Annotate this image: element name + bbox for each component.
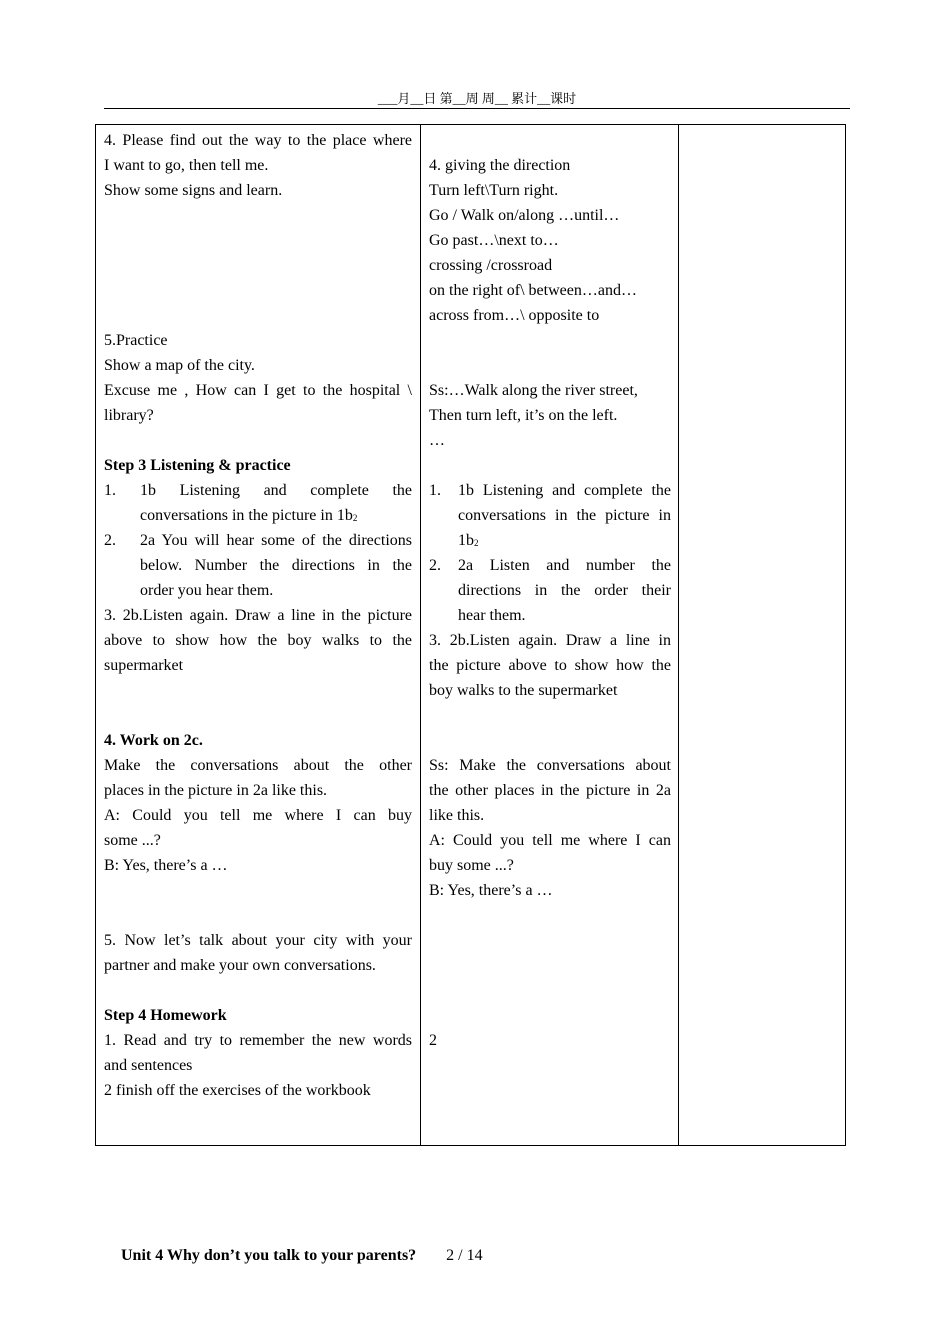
text-line: 4. giving the direction xyxy=(429,157,571,174)
text-line: on the right of\ between…and… xyxy=(429,282,637,299)
list-number: 2. xyxy=(429,557,441,574)
text-line: 2 xyxy=(429,1032,437,1049)
text-line: Show a map of the city. xyxy=(104,357,255,374)
subscript: 2 xyxy=(352,513,358,523)
step4-heading: Step 4 Homework xyxy=(104,1007,227,1024)
text-line: Go / Walk on/along …until… xyxy=(429,207,620,224)
text-line: 2a You will hear some of the directions xyxy=(140,532,412,549)
text-line: I want to go, then tell me. xyxy=(104,157,269,174)
text-line: 1b Listening and complete the xyxy=(458,482,671,499)
subscript: 2 xyxy=(474,538,479,548)
text-line: and sentences xyxy=(104,1057,193,1074)
step3-heading: Step 3 Listening & practice xyxy=(104,457,291,474)
text-line: … xyxy=(429,432,445,449)
list-item xyxy=(104,478,412,528)
text-line: library? xyxy=(104,407,154,424)
column-divider xyxy=(420,125,421,1145)
text-line: the other places in the picture in 2a xyxy=(429,782,671,799)
text-line: A: Could you tell me where I can xyxy=(429,832,671,849)
text-line: Then turn left, it’s on the left. xyxy=(429,407,618,424)
text-line: 1. Read and try to remember the new words xyxy=(104,1032,412,1049)
text-line: above to show how the boy walks to the xyxy=(104,632,412,649)
text-line: conversations in the picture in xyxy=(458,507,671,524)
list-item xyxy=(429,478,671,553)
text-line: hear them. xyxy=(458,607,526,624)
text-line: 5. Now let’s talk about your city with your xyxy=(104,932,412,949)
practice-heading: 5.Practice xyxy=(104,332,168,349)
work-on-heading: 4. Work on 2c. xyxy=(104,732,203,749)
text-line: below. Number the directions in the xyxy=(140,557,412,574)
text-line: Ss:…Walk along the river street, xyxy=(429,382,638,399)
page-header: ___月__日 第__周 周__ 累计__课时 xyxy=(104,90,850,109)
text-line: Ss: Make the conversations about xyxy=(429,757,671,774)
text-line: places in the picture in 2a like this. xyxy=(104,782,328,799)
page-number: 2 / 14 xyxy=(446,1247,483,1264)
text-line: Show some signs and learn. xyxy=(104,182,283,199)
list-item xyxy=(429,553,671,628)
unit-title: Unit 4 Why don’t you talk to your parents? xyxy=(121,1247,417,1264)
text-line: Excuse me , How can I get to the hospital \ xyxy=(104,382,412,399)
page-footer xyxy=(121,1245,483,1267)
text-line: Turn left\Turn right. xyxy=(429,182,559,199)
lesson-table xyxy=(95,124,846,1146)
text-line: 3. 2b.Listen again. Draw a line in the picture xyxy=(104,607,412,624)
text-line: across from…\ opposite to xyxy=(429,307,600,324)
text-line: 2a Listen and number the xyxy=(458,557,671,574)
text-line: buy some ...? xyxy=(429,857,514,874)
column-divider xyxy=(678,125,679,1145)
text-line: 1b Listening and complete the xyxy=(140,482,412,499)
text-line: 3. 2b.Listen again. Draw a line in xyxy=(429,632,671,649)
student-activities-column xyxy=(429,128,671,1053)
list-number: 2. xyxy=(104,532,116,549)
text-line: the picture above to show how the xyxy=(429,657,671,674)
text-line: partner and make your own conversations. xyxy=(104,957,376,974)
text-line: Go past…\next to… xyxy=(429,232,559,249)
list-item xyxy=(104,528,412,603)
text-line: directions in the order their xyxy=(458,582,671,599)
text-line: A: Could you tell me where I can buy xyxy=(104,807,412,824)
teacher-activities-column xyxy=(104,128,412,1103)
text-line: conversations in the picture in 1b xyxy=(140,507,353,524)
list-number: 1. xyxy=(104,482,116,499)
text-line: B: Yes, there’s a … xyxy=(104,857,228,874)
text-line: 1b xyxy=(458,532,474,549)
text-line: supermarket xyxy=(104,657,184,674)
text-line: boy walks to the supermarket xyxy=(429,682,618,699)
text-line: crossing /crossroad xyxy=(429,257,553,274)
list-number: 1. xyxy=(429,482,441,499)
text-line: B: Yes, there’s a … xyxy=(429,882,553,899)
text-line: order you hear them. xyxy=(140,582,274,599)
text-line: 2 finish off the exercises of the workbook xyxy=(104,1082,371,1099)
text-line: Make the conversations about the other xyxy=(104,757,412,774)
text-line: like this. xyxy=(429,807,485,824)
text-line: 4. Please find out the way to the place where xyxy=(104,132,412,149)
text-line: some ...? xyxy=(104,832,161,849)
